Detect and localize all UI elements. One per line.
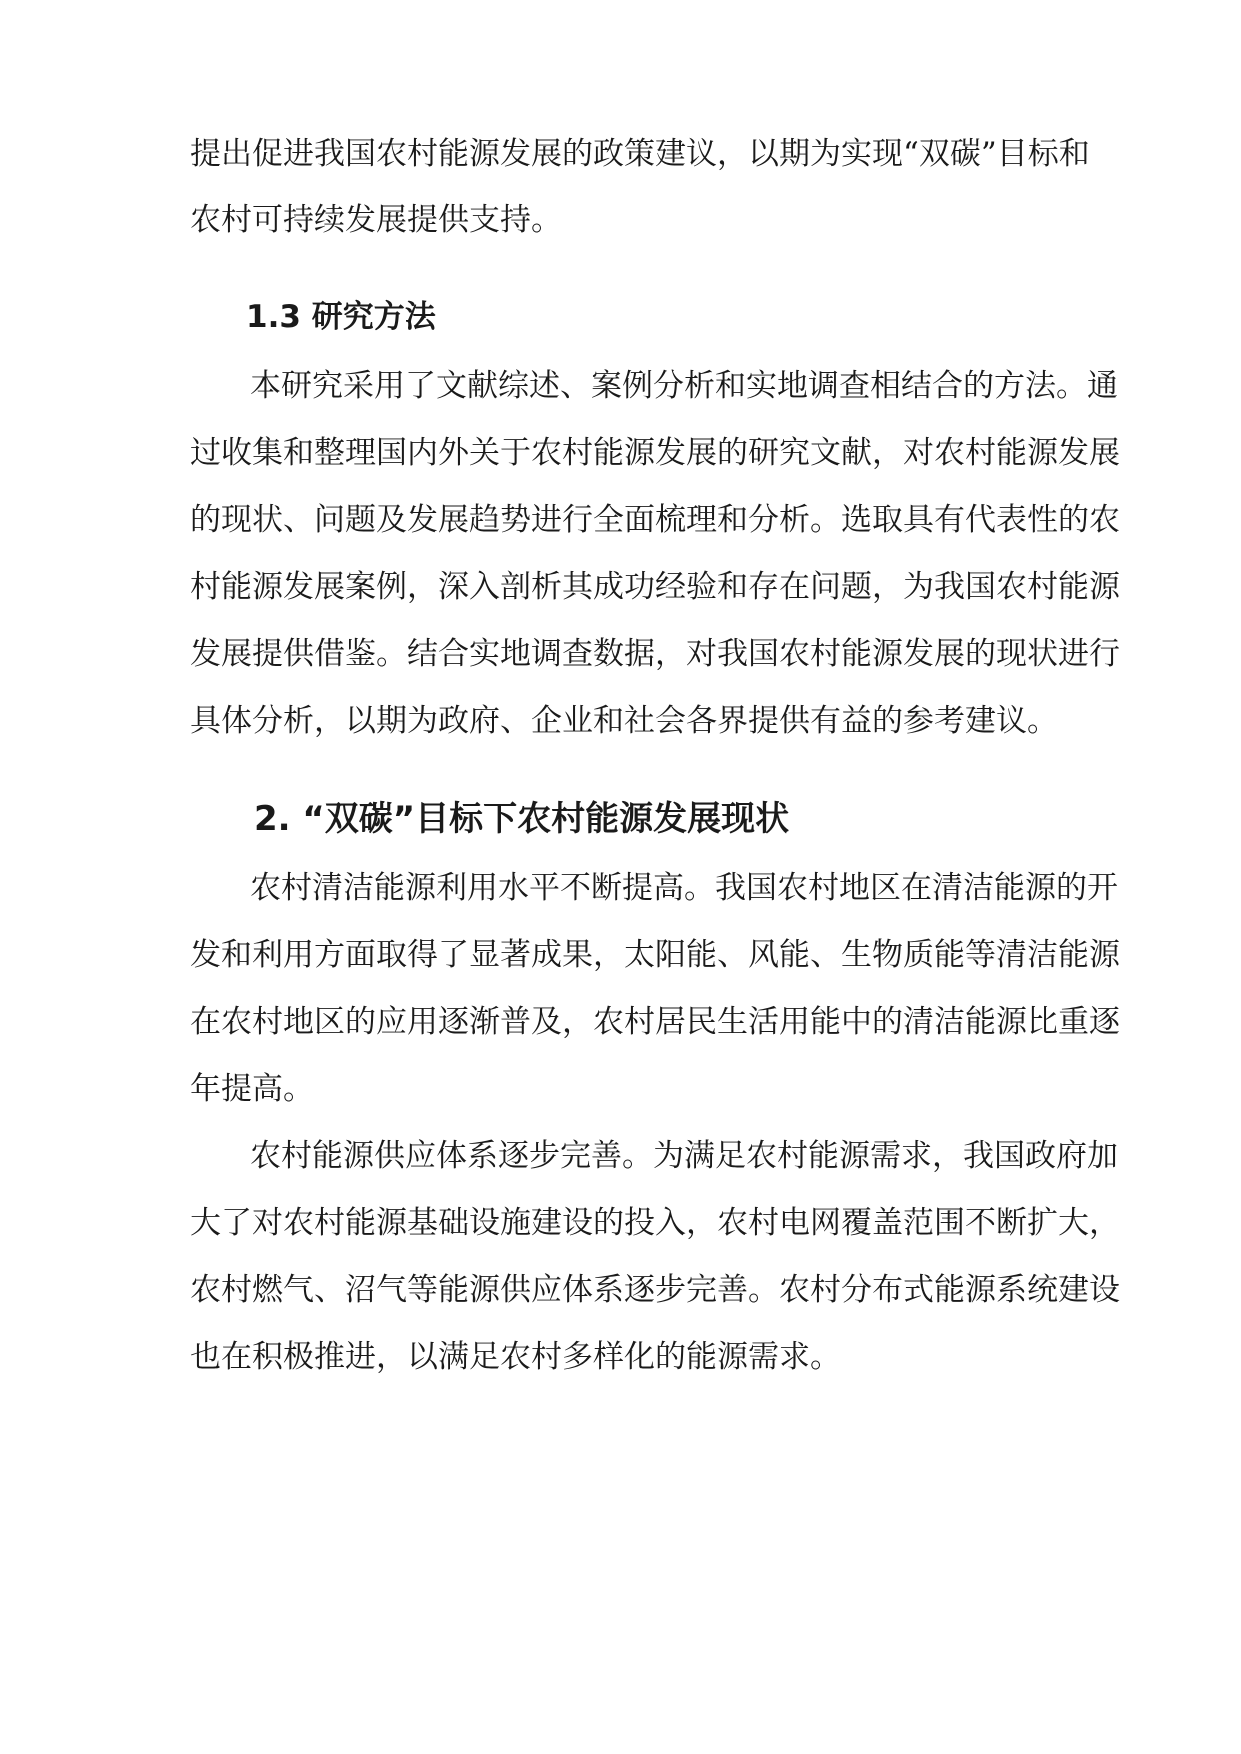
section-1-3-line-1: 本研究采用了文献综述、案例分析和实地调查相结合的方法。通 (250, 368, 1118, 404)
section-1-3-line-3: 的现状、问题及发展趋势进行全面梳理和分析。选取具有代表性的农 (190, 502, 1120, 538)
section-2-para-2-line-4: 也在积极推进，以满足农村多样化的能源需求。 (190, 1339, 841, 1375)
section-1-3-heading: 1.3 研究方法 (246, 299, 436, 335)
intro-line-2: 农村可持续发展提供支持。 (190, 202, 562, 238)
section-1-3-line-2: 过收集和整理国内外关于农村能源发展的研究文献，对农村能源发展 (190, 435, 1120, 471)
section-2-para-2-line-3: 农村燃气、沼气等能源供应体系逐步完善。农村分布式能源系统建设 (190, 1272, 1120, 1308)
section-2-para-1-line-4: 年提高。 (190, 1071, 314, 1107)
section-2-para-1-line-3: 在农村地区的应用逐渐普及，农村居民生活用能中的清洁能源比重逐 (190, 1004, 1120, 1040)
section-2-para-1-line-1: 农村清洁能源利用水平不断提高。我国农村地区在清洁能源的开 (250, 870, 1118, 906)
section-1-3-line-6: 具体分析，以期为政府、企业和社会各界提供有益的参考建议。 (190, 703, 1058, 739)
section-2-para-2-line-2: 大了对农村能源基础设施建设的投入，农村电网覆盖范围不断扩大， (190, 1205, 1120, 1241)
section-1-3-line-4: 村能源发展案例，深入剖析其成功经验和存在问题，为我国农村能源 (190, 569, 1120, 605)
section-2-heading: 2. “双碳”目标下农村能源发展现状 (254, 799, 790, 839)
section-1-3-line-5: 发展提供借鉴。结合实地调查数据，对我国农村能源发展的现状进行 (190, 636, 1120, 672)
intro-line-1: 提出促进我国农村能源发展的政策建议，以期为实现“双碳”目标和 (190, 136, 1090, 172)
section-2-para-2-line-1: 农村能源供应体系逐步完善。为满足农村能源需求，我国政府加 (250, 1138, 1118, 1174)
section-2-para-1-line-2: 发和利用方面取得了显著成果，太阳能、风能、生物质能等清洁能源 (190, 937, 1120, 973)
